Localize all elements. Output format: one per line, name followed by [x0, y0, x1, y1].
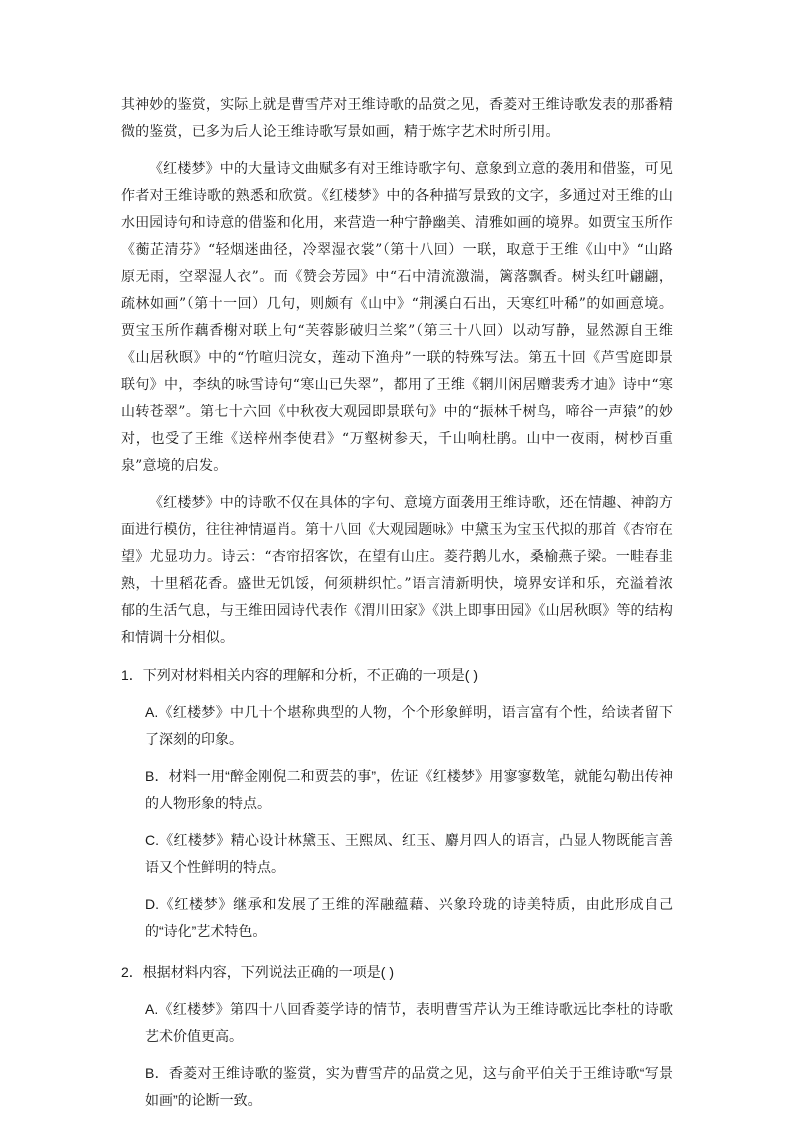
question-1-option-a: A.《红楼梦》中几十个堪称典型的人物，个个形象鲜明，语言富有个性，给读者留下了深刻的印象。: [145, 704, 673, 747]
passage-paragraph-2: 《红楼梦》中的大量诗文曲赋多有对王维诗歌字句、意象到立意的袭用和借鉴，可见作者对王维诗歌的熟悉和欣赏。《红楼梦》中的各种描写景致的文字，多通过对王维的山水田园诗句和诗意的借鉴和化用，来营造一种宁静幽美、清雅如画的境界。如贾宝玉所作《蘅芷清芬》“轻烟迷曲径，冷翠湿衣裳”（第十八回）一联，取意于王维《山中》“山路原无雨，空翠湿人衣”。而《赞会芳园》中“石中清流激湍，篱落飘香。树头红叶翩翩，疏林如画”（第十一回）几句，则颇有《山中》“荆溪白石出，天寒红叶稀”的如画意境。贾宝玉所作藕香榭对联上句“芙蓉影破归兰桨”（第三十八回）以动写静，显然源自王维《山居秋暝》中的“竹喧归浣女，莲动下渔舟”一联的特殊写法。第五十回《芦雪庭即景联句》中，李纨的咏雪诗句“寒山已失翠”，都用了王维《辋川闲居赠裴秀才迪》诗中“寒山转苍翠”。第七十六回《中秋夜大观园即景联句》中的“振林千树鸟，啼谷一声猿”的妙对，也受了王维《送梓州李使君》“万壑树参天，千山响杜鹃。山中一夜雨，树杪百重泉”意境的启发。: [121, 161, 673, 474]
question-1-option-b: B．材料一用“醉金刚倪二和贾芸的事”，佐证《红楼梦》用寥寥数笔，就能勾勒出传神的人物形象的特点。: [145, 768, 673, 811]
passage-paragraph-1: 其神妙的鉴赏，实际上就是曹雪芹对王维诗歌的品赏之见，香菱对王维诗歌发表的那番精微的鉴赏，已多为后人论王维诗歌写景如画，精于炼字艺术时所引用。: [121, 97, 673, 140]
question-list: [121, 662, 673, 1114]
question-1-stem: 1．下列对材料相关内容的理解和分析，不正确的一项是( ): [121, 667, 478, 683]
question-1: [121, 662, 673, 945]
question-2-option-a: A.《红楼梦》第四十八回香菱学诗的情节，表明曹雪芹认为王维诗歌远比李杜的诗歌艺术价值更高。: [145, 1001, 673, 1044]
question-1-option-d: D.《红楼梦》继承和发展了王维的浑融蕴藉、兴象玲珑的诗美特质，由此形成自己的“诗化”艺术特色。: [145, 896, 673, 939]
question-1-options: [121, 699, 673, 945]
passage-paragraph-3: 《红楼梦》中的诗歌不仅在具体的字句、意境方面袭用王维诗歌，还在情趣、神韵方面进行模仿，往往神情逼肖。第十八回《大观园题咏》中黛玉为宝玉代拟的那首《杏帘在望》尤显功力。诗云：“杏帘招客饮，在望有山庄。菱荇鹅儿水，桑榆燕子梁。一畦春韭熟，十里稻花香。盛世无饥馁，何须耕织忙。”语言清新明快，境界安详和乐，充溢着浓郁的生活气息，与王维田园诗代表作《渭川田家》《洪上即事田园》《山居秋暝》等的结构和情调十分相似。: [121, 495, 673, 646]
question-2-stem: 2．根据材料内容，下列说法正确的一项是( ): [121, 964, 394, 980]
question-2-options: [121, 996, 673, 1114]
reading-passage: [121, 92, 673, 652]
document-page: [121, 92, 673, 1114]
question-2: [121, 959, 673, 1114]
question-2-option-b: B．香菱对王维诗歌的鉴赏，实为曹雪芹的品赏之见，这与俞平伯关于王维诗歌“写景如画”的论断一致。: [145, 1065, 673, 1108]
question-1-option-c: C.《红楼梦》精心设计林黛玉、王熙凤、红玉、麝月四人的语言，凸显人物既能言善语又个性鲜明的特点。: [145, 832, 673, 875]
